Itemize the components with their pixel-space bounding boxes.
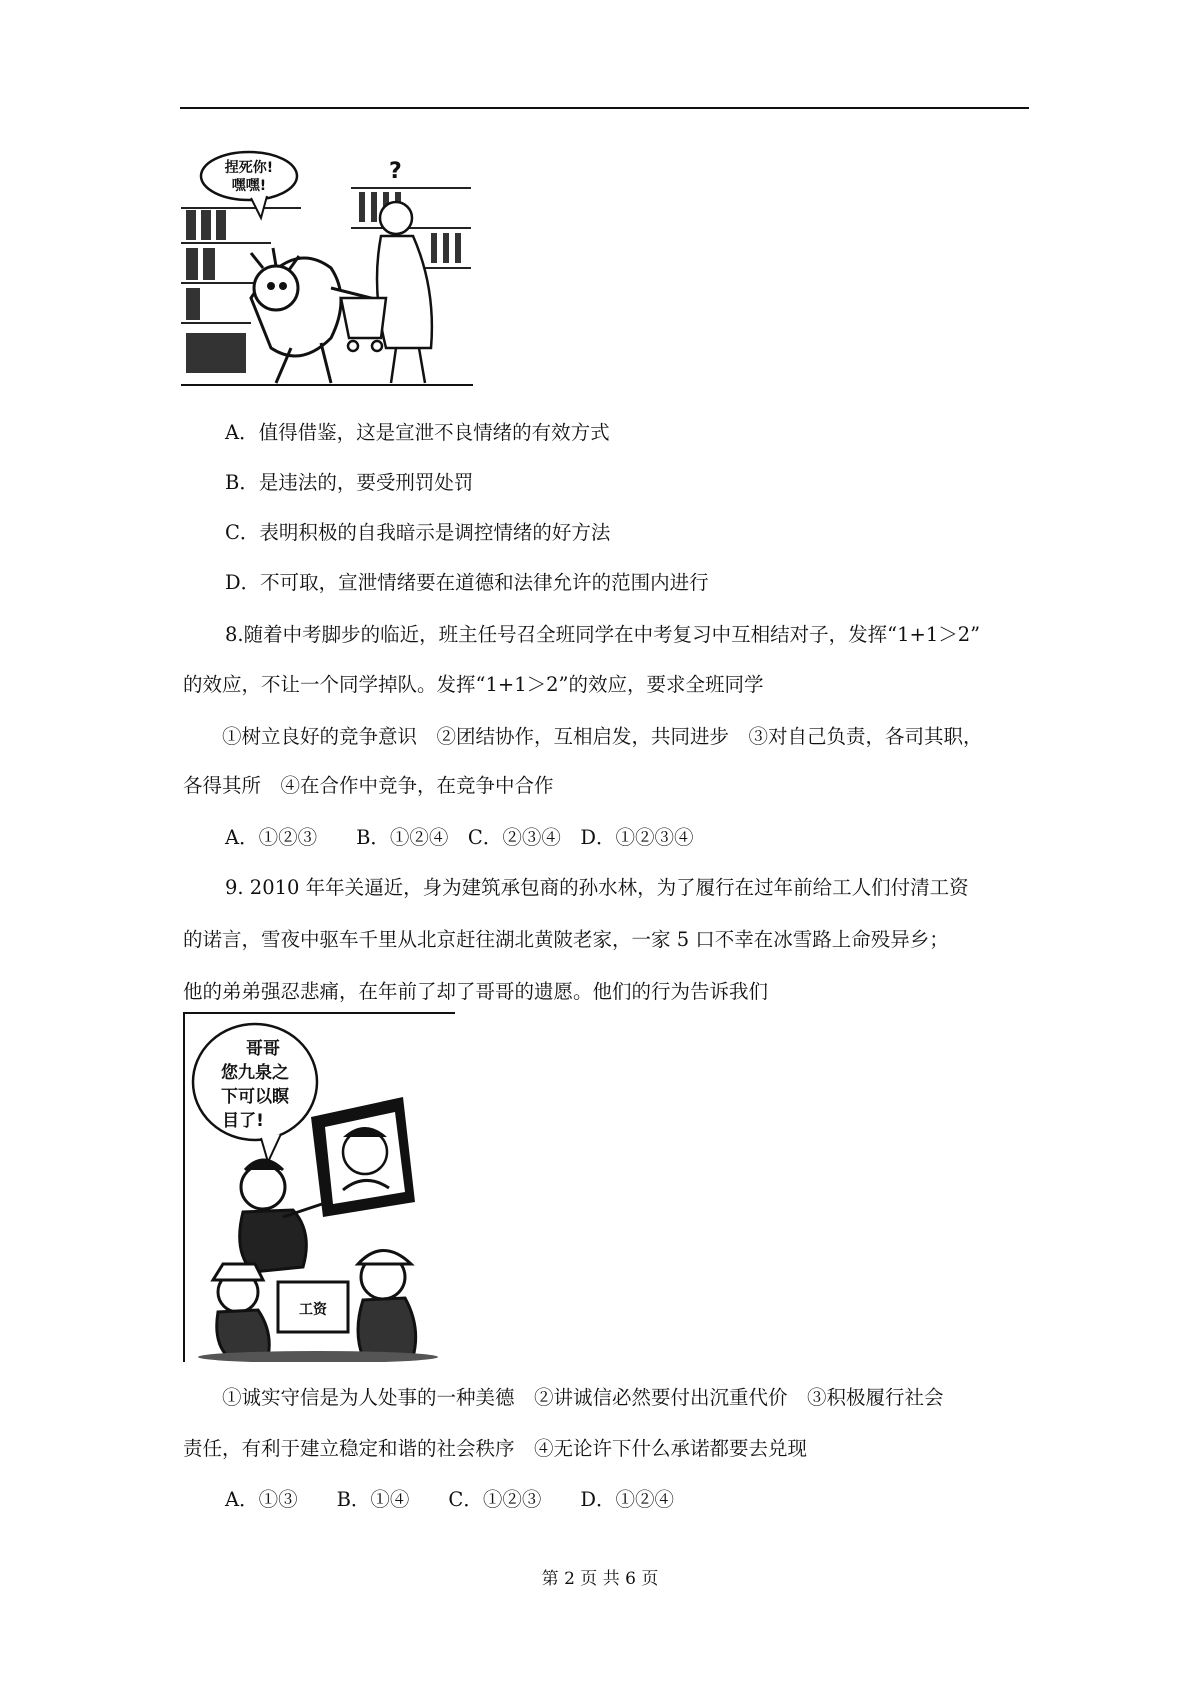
q7-option-a: A．值得借鉴，这是宣泄不良情绪的有效方式 [225,421,610,444]
header-rule [180,107,1029,109]
page-footer: 第 2 页 共 6 页 [541,1569,659,1589]
q8-options: A．①②③ B．①②④ C．②③④ D．①②③④ [225,826,694,849]
q9-statement-line-1: ①诚实守信是为人处事的一种美德 ②讲诚信必然要付出沉重代价 ③积极履行社会 [222,1386,944,1409]
cartoon-supermarket [181,148,473,386]
q8-statement-line-1: ①树立良好的竞争意识 ②团结协作，互相启发，共同进步 ③对自己负责，各司其职， [222,725,983,748]
q8-stem-line-2: 的效应，不让一个同学掉队。发挥“1+1＞2”的效应，要求全班同学 [183,673,764,696]
q9-options: A．①③ B．①④ C．①②③ D．①②④ [225,1488,674,1511]
bubble-line-2: 您九泉之 [221,1063,289,1083]
svg-text:?: ? [389,159,402,184]
bubble-text-2: 嘿嘿! [231,178,267,194]
bubble-line-3: 下可以瞑 [221,1087,289,1107]
q7-option-c: C．表明积极的自我暗示是调控情绪的好方法 [225,521,611,544]
q9-stem-line-3: 他的弟弟强忍悲痛，在年前了却了哥哥的遗愿。他们的行为告诉我们 [183,980,769,1003]
q8-stem-line-1: 8.随着中考脚步的临近，班主任号召全班同学在中考复习中互相结对子，发挥“1+1＞2” [225,623,981,646]
q7-option-d: D．不可取，宣泄情绪要在道德和法律允许的范围内进行 [225,571,709,594]
wage-box-label: 工资 [299,1302,327,1318]
q7-option-b: B．是违法的，要受刑罚处罚 [225,471,474,494]
q9-stem-line-1: 9. 2010 年年关逼近，身为建筑承包商的孙水林，为了履行在过年前给工人们付清工资 [225,876,969,899]
cartoon-wage-promise [183,1012,455,1362]
q9-statement-line-2: 责任，有利于建立稳定和谐的社会秩序 ④无论许下什么承诺都要去兑现 [183,1437,808,1460]
q9-stem-line-2: 的诺言，雪夜中驱车千里从北京赶往湖北黄陂老家，一家 5 口不幸在冰雪路上命殁异乡； [183,928,949,951]
bubble-text-1: 捏死你! [224,160,274,176]
q8-statement-line-2: 各得其所 ④在合作中竞争，在竞争中合作 [183,774,554,797]
bubble-line-1: 哥哥 [246,1039,280,1059]
bubble-line-4: 目了! [222,1111,264,1131]
